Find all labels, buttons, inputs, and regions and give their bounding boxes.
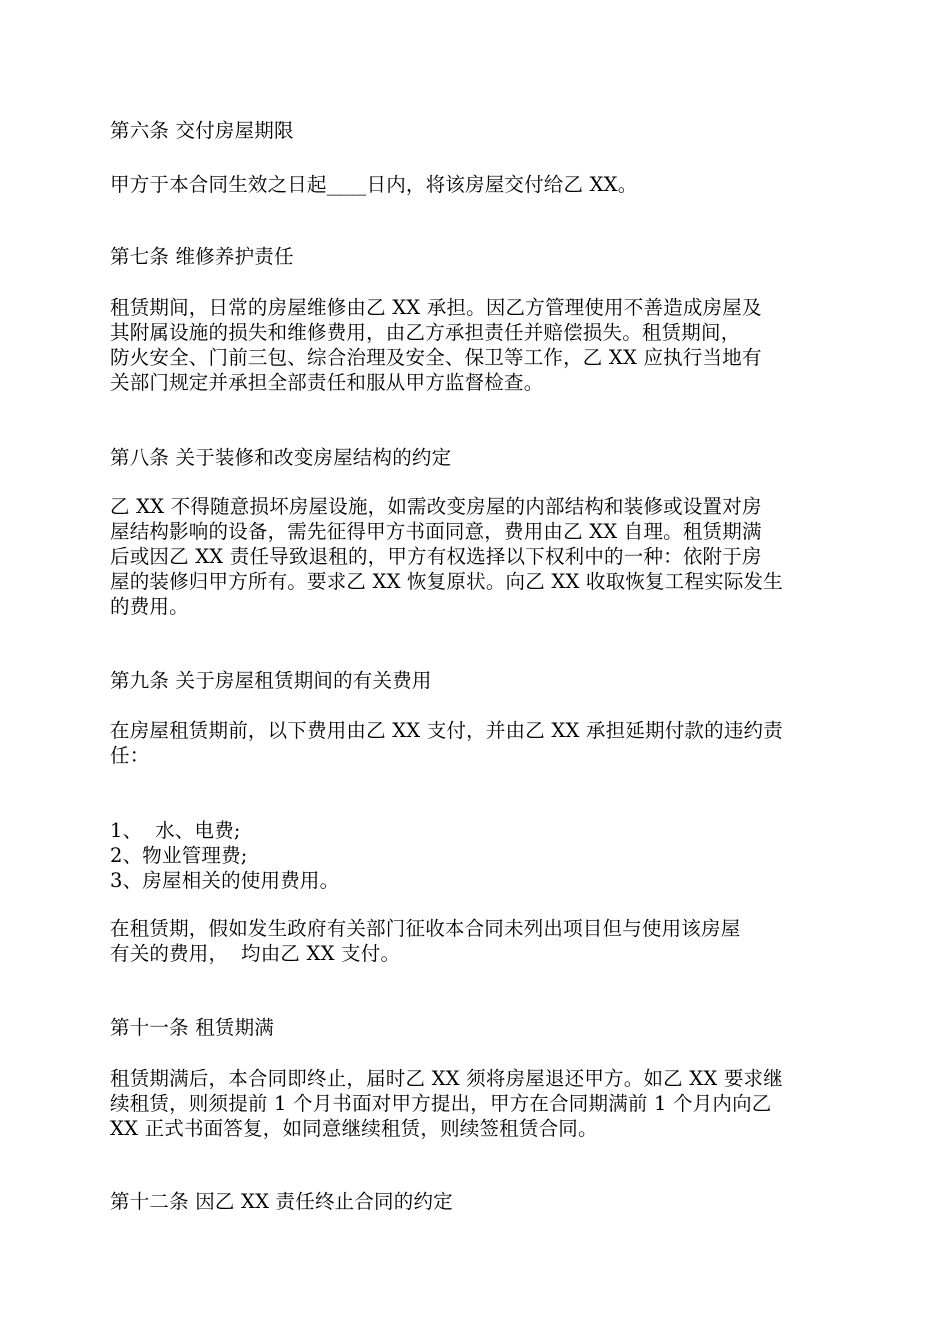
section-9-text-line: 在房屋租赁期前，以下费用由乙 XX 支付，并由乙 XX 承担延期付款的违约责 [110, 719, 783, 742]
section-8-text-line: 屋结构影响的设备，需先征得甲方书面同意，费用由乙 XX 自理。租赁期满 [110, 520, 762, 543]
section-7-text-line: 其附属设施的损失和维修费用，由乙方承担责任并赔偿损失。租赁期间， [110, 321, 741, 344]
section-7-text-line: 防火安全、门前三包、综合治理及安全、保卫等工作，乙 XX 应执行当地有 [110, 346, 762, 369]
section-6-text-line: 甲方于本合同生效之日起____日内，将该房屋交付给乙 XX。 [110, 173, 638, 196]
section-7-text-line: 关部门规定并承担全部责任和服从甲方监督检查。 [110, 371, 544, 394]
section-8-text-line: 屋的装修归甲方所有。要求乙 XX 恢复原状。向乙 XX 收取恢复工程实际发生 [110, 570, 783, 593]
section-9-list-item: 2、物业管理费; [110, 844, 248, 867]
section-9-after-text-line: 在租赁期，假如发生政府有关部门征收本合同未列出项目但与使用该房屋 [110, 917, 741, 940]
section-8-text-line: 的费用。 [110, 595, 189, 618]
section-8-text-line: 后或因乙 XX 责任导致退租的，甲方有权选择以下权利中的一种：依附于房 [110, 545, 762, 568]
section-6-heading: 第六条 交付房屋期限 [110, 119, 294, 142]
section-9-text-line: 任： [110, 744, 150, 767]
section-11-text-line: 续租赁，则须提前 1 个月书面对甲方提出，甲方在合同期满前 1 个月内向乙 [110, 1092, 772, 1115]
section-9-after-text-line: 有关的费用， 均由乙 XX 支付。 [110, 942, 401, 965]
section-12-heading: 第十二条 因乙 XX 责任终止合同的约定 [110, 1190, 453, 1213]
section-8-text-line: 乙 XX 不得随意损坏房屋设施，如需改变房屋的内部结构和装修或设置对房 [110, 495, 762, 518]
section-9-heading: 第九条 关于房屋租赁期间的有关费用 [110, 669, 432, 692]
section-7-heading: 第七条 维修养护责任 [110, 245, 294, 268]
section-11-heading: 第十一条 租赁期满 [110, 1016, 274, 1039]
section-11-text-line: 租赁期满后，本合同即终止，届时乙 XX 须将房屋退还甲方。如乙 XX 要求继 [110, 1067, 783, 1090]
section-7-text-line: 租赁期间，日常的房屋维修由乙 XX 承担。因乙方管理使用不善造成房屋及 [110, 296, 762, 319]
section-11-text-line: XX 正式书面答复，如同意继续租赁，则续签租赁合同。 [110, 1117, 598, 1140]
section-9-list-item: 1、 水、电费; [110, 819, 241, 842]
section-8-heading: 第八条 关于装修和改变房屋结构的约定 [110, 446, 452, 469]
section-9-list-item: 3、房屋相关的使用费用。 [110, 869, 340, 892]
